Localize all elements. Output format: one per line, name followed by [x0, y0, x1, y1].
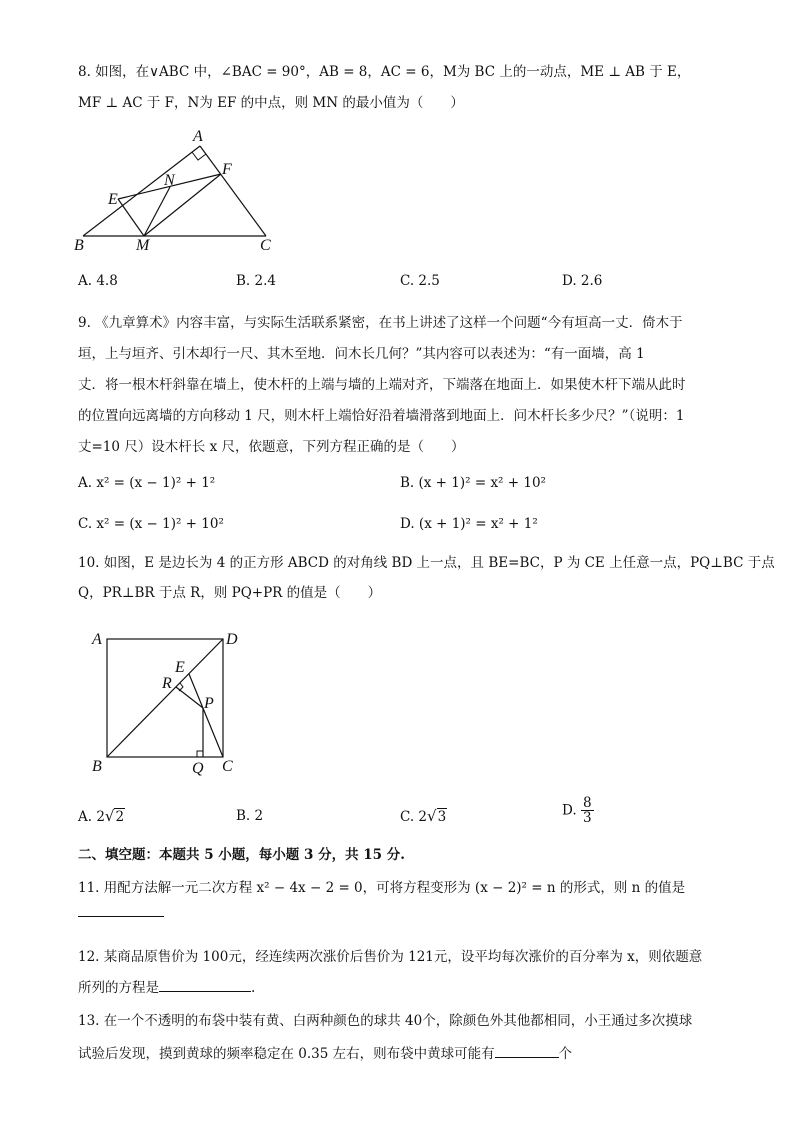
q8-label-M: M	[136, 237, 150, 254]
q9-text-line4: 的位置向远离墙的方向移动 1 尺，则木杆上端恰好沿着墙滑落到地面上．问木杆长多少尺？”（说明：1	[78, 408, 685, 424]
q10-seg-CE	[189, 674, 223, 757]
q10-label-C: C	[222, 758, 233, 775]
q10-option-c-prefix: C. 2	[400, 809, 428, 825]
q10-option-d-denominator: 3	[582, 810, 592, 826]
q10-option-a[interactable]	[78, 806, 125, 827]
q8-label-E: E	[108, 191, 118, 208]
q8-option-b[interactable]: B. 2.4	[236, 273, 276, 289]
q13-line2-suffix: 个	[558, 1046, 573, 1062]
q10-option-a-prefix: A. 2	[78, 809, 105, 825]
q10-option-d-numerator: 8	[582, 795, 592, 811]
q10-text-line1: 10. 如图，E 是边长为 4 的正方形 ABCD 的对角线 BD 上一点，且 BE=BC，P 为 CE 上任意一点，PQ⊥BC 于点	[78, 555, 775, 571]
q10-option-c-radical-icon: √	[427, 807, 437, 825]
q11-answer-blank[interactable]	[78, 916, 164, 917]
q12-text-line2	[78, 977, 255, 998]
q8-text-line1: 8. 如图，在∨ABC 中，∠BAC = 90°，AB = 8，AC = 6，M为 BC 上的一动点，ME ⊥ AB 于 E，	[78, 64, 691, 80]
q10-label-D: D	[226, 631, 238, 648]
q9-text-line5: 丈=10 尺）设木杆长 x 尺，依题意，下列方程正确的是（ ）	[78, 439, 465, 455]
q8-text-line2: MF ⊥ AC 于 F，N为 EF 的中点，则 MN 的最小值为（ ）	[78, 95, 464, 111]
q10-option-a-radicand: 2	[115, 809, 125, 825]
q8-seg-ME	[118, 199, 144, 236]
q9-option-d[interactable]: D. (x + 1)² = x² + 1²	[400, 516, 538, 532]
q8-label-C: C	[260, 237, 271, 254]
q9-option-b[interactable]: B. (x + 1)² = x² + 10²	[400, 475, 546, 491]
q8-option-a[interactable]: A. 4.8	[78, 273, 118, 289]
q10-option-d[interactable]	[562, 796, 594, 825]
q10-text-line2: Q，PR⊥BR 于点 R，则 PQ+PR 的值是（ ）	[78, 585, 382, 601]
q9-text-line1: 9. 《九章算术》内容丰富，与实际生活联系紧密，在书上讲述了这样一个问题“今有垣高一丈．倚木于	[78, 315, 683, 331]
q8-label-B: B	[74, 237, 84, 254]
q10-label-R: R	[162, 675, 172, 692]
q10-right-angle-R	[179, 683, 183, 691]
q12-line2-prefix: 所列的方程是	[78, 980, 159, 996]
q9-option-a[interactable]: A. x² = (x − 1)² + 1²	[78, 475, 216, 491]
q10-option-c[interactable]	[400, 806, 447, 827]
q10-figure	[86, 625, 246, 780]
q11-text-line1: 11. 用配方法解一元二次方程 x² − 4x − 2 = 0，可将方程变形为 (x − 2)² = n 的形式，则 n 的值是	[78, 880, 686, 896]
q12-line2-suffix: .	[251, 980, 256, 996]
q8-seg-AC	[200, 146, 266, 236]
q10-option-d-prefix: D.	[562, 802, 577, 819]
q8-seg-BA	[83, 146, 200, 236]
q8-label-N: N	[164, 172, 175, 189]
section2-title: 二、填空题：本题共 5 小题，每小题 3 分，共 15 分.	[78, 847, 405, 863]
q10-option-c-radicand: 3	[437, 809, 447, 825]
q8-option-d[interactable]: D. 2.6	[562, 273, 603, 289]
q10-label-E: E	[175, 659, 185, 676]
q8-label-A: A	[193, 128, 203, 145]
q12-text-line1: 12. 某商品原售价为 100元，经连续两次涨价后售价为 121元，设平均每次涨价的百分率为 x，则依题意	[78, 949, 703, 965]
q8-option-c[interactable]: C. 2.5	[400, 273, 440, 289]
q10-label-B: B	[92, 758, 102, 775]
q10-label-P: P	[204, 695, 214, 712]
q10-label-A: A	[92, 631, 102, 648]
q12-answer-blank[interactable]	[159, 977, 251, 992]
q10-right-angle-Q	[197, 751, 203, 757]
q8-label-F: F	[222, 161, 232, 178]
q8-figure	[70, 126, 290, 256]
q8-seg-MN	[144, 187, 170, 236]
q10-option-d-fraction	[581, 796, 594, 825]
q10-option-b[interactable]: B. 2	[236, 808, 264, 824]
q13-text-line1: 13. 在一个不透明的布袋中装有黄、白两种颜色的球共 40个，除颜色外其他都相同，小王通过多次摸球	[78, 1013, 693, 1029]
q10-label-Q: Q	[192, 760, 204, 777]
q10-option-a-radical-icon: √	[104, 807, 115, 825]
q9-option-c[interactable]: C. x² = (x − 1)² + 10²	[78, 516, 224, 532]
q9-text-line2: 垣，上与垣齐、引木却行一尺、其木至地．问木长几何？”其内容可以表述为：“有一面墙，高 1	[78, 346, 645, 362]
q13-answer-blank[interactable]	[495, 1043, 559, 1058]
q13-text-line2	[78, 1043, 572, 1064]
q9-text-line3: 丈．将一根木杆斜靠在墙上，使木杆的上端与墙的上端对齐，下端落在地面上．如果使木杆下端从此时	[78, 377, 686, 393]
q13-line2-prefix: 试验后发现，摸到黄球的频率稳定在 0.35 左右，则布袋中黄球可能有	[78, 1046, 495, 1062]
q8-right-angle-mark	[192, 152, 206, 160]
